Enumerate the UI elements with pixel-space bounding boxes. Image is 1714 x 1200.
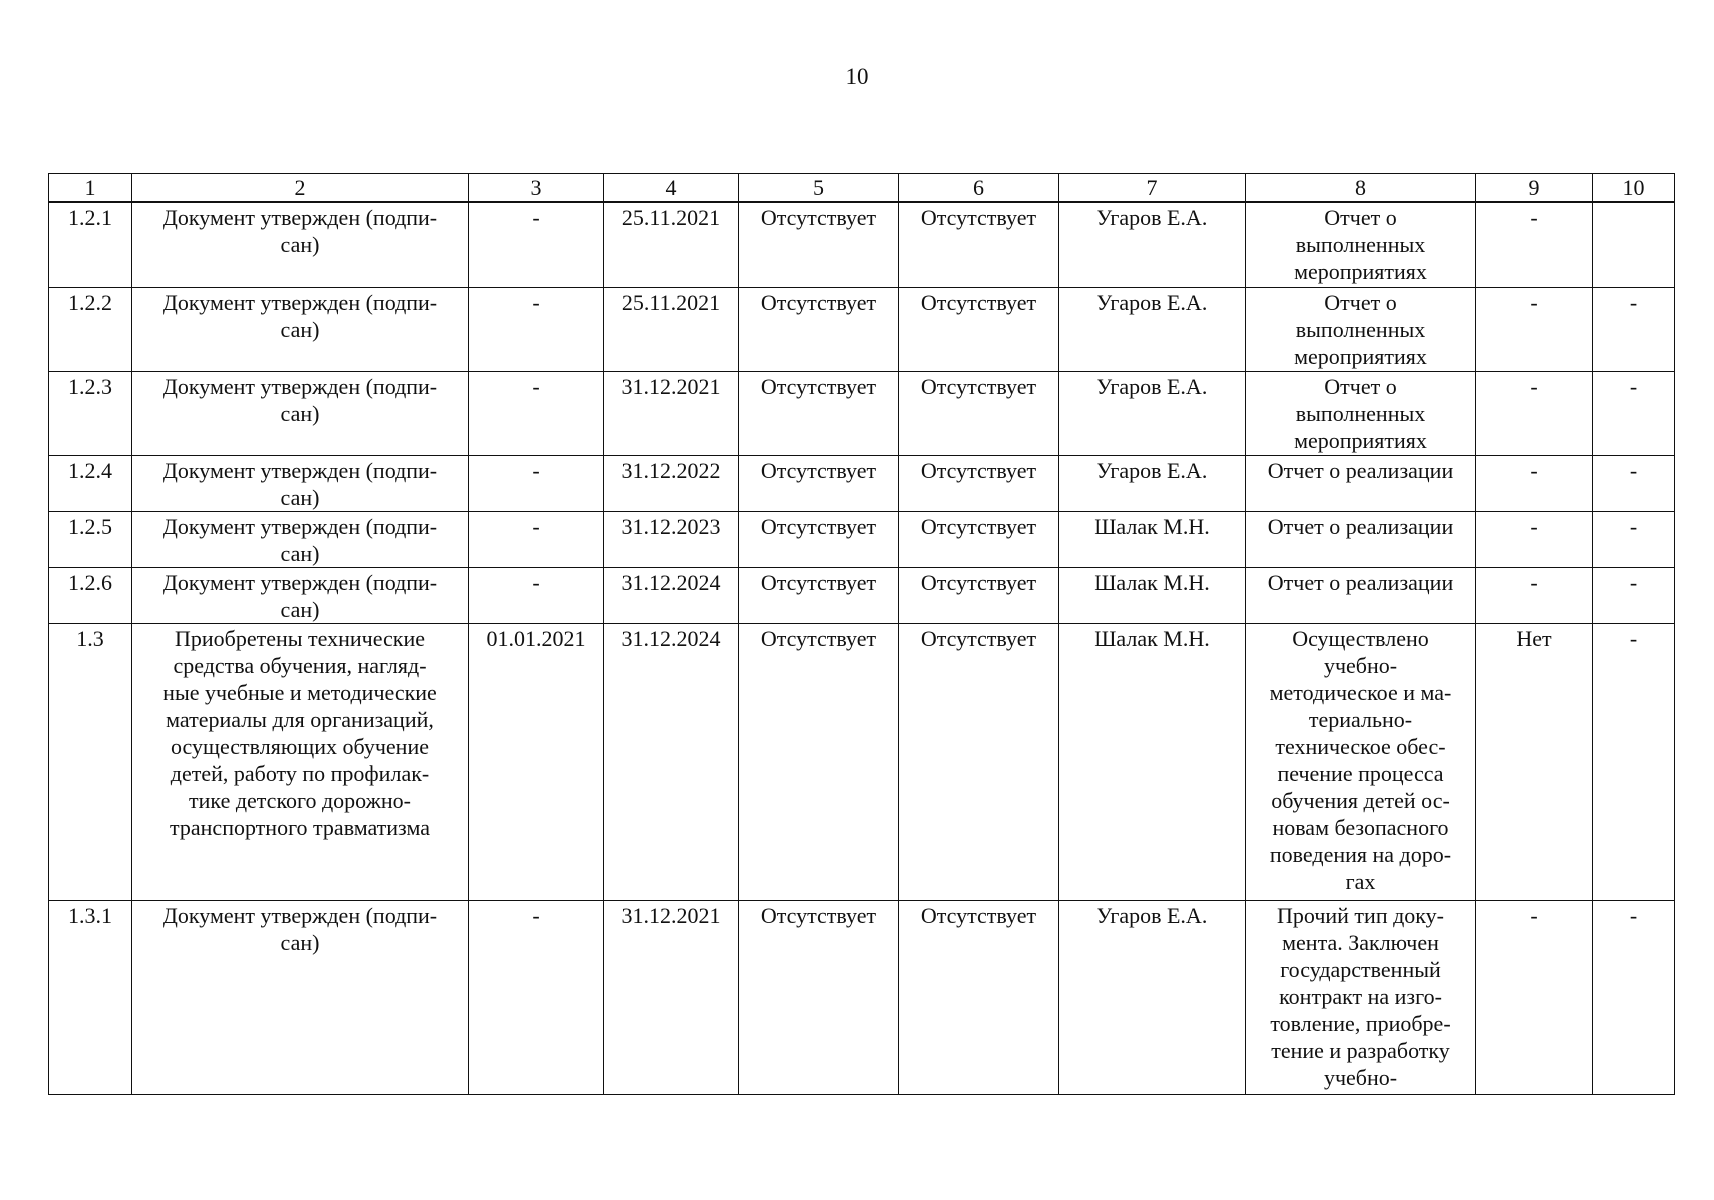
column-10-value: - <box>1593 567 1675 623</box>
column-6-value: Отсутствует <box>899 567 1059 623</box>
column-header: 6 <box>899 174 1059 203</box>
column-9-value: - <box>1476 567 1593 623</box>
table-row <box>49 455 1675 511</box>
start-date: - <box>469 511 604 567</box>
page-number: 10 <box>845 64 869 89</box>
end-date: 31.12.2024 <box>604 567 739 623</box>
column-10-value: - <box>1593 455 1675 511</box>
end-date: 31.12.2022 <box>604 455 739 511</box>
table-row <box>49 623 1675 900</box>
column-5-value: Отсутствует <box>739 371 899 455</box>
responsible-person: Угаров Е.А. <box>1059 287 1246 371</box>
column-header: 8 <box>1246 174 1476 203</box>
column-header: 9 <box>1476 174 1593 203</box>
column-header: 3 <box>469 174 604 203</box>
column-5-value: Отсутствует <box>739 287 899 371</box>
responsible-person: Угаров Е.А. <box>1059 371 1246 455</box>
column-5-value: Отсутствует <box>739 455 899 511</box>
document-type: Отчет о реализации <box>1246 567 1476 623</box>
end-date: 25.11.2021 <box>604 287 739 371</box>
start-date: - <box>469 567 604 623</box>
table-row <box>49 287 1675 371</box>
column-10-value: - <box>1593 623 1675 900</box>
end-date: 25.11.2021 <box>604 202 739 287</box>
column-10-value: - <box>1593 287 1675 371</box>
column-10-value: - <box>1593 900 1675 1094</box>
row-number: 1.2.5 <box>49 511 132 567</box>
result-description: Документ утвержден (подпи- сан) <box>132 455 469 511</box>
data-table <box>48 173 1675 1095</box>
result-description: Документ утвержден (подпи- сан) <box>132 567 469 623</box>
end-date: 31.12.2021 <box>604 900 739 1094</box>
column-10-value: - <box>1593 371 1675 455</box>
row-number: 1.2.4 <box>49 455 132 511</box>
responsible-person: Шалак М.Н. <box>1059 567 1246 623</box>
responsible-person: Шалак М.Н. <box>1059 511 1246 567</box>
document-type: Отчет о выполненных мероприятиях <box>1246 202 1476 287</box>
document-type: Прочий тип доку- мента. Заключен государственный контракт на изго- товление, приобре- тение и разработку учебно- <box>1246 900 1476 1094</box>
row-number: 1.2.1 <box>49 202 132 287</box>
column-9-value: - <box>1476 511 1593 567</box>
start-date: - <box>469 455 604 511</box>
end-date: 31.12.2023 <box>604 511 739 567</box>
column-5-value: Отсутствует <box>739 511 899 567</box>
column-header: 1 <box>49 174 132 203</box>
document-type: Отчет о выполненных мероприятиях <box>1246 287 1476 371</box>
column-6-value: Отсутствует <box>899 287 1059 371</box>
start-date: - <box>469 202 604 287</box>
column-header: 4 <box>604 174 739 203</box>
result-description: Документ утвержден (подпи- сан) <box>132 900 469 1094</box>
column-9-value: - <box>1476 371 1593 455</box>
column-10-value <box>1593 202 1675 287</box>
column-6-value: Отсутствует <box>899 900 1059 1094</box>
column-10-value: - <box>1593 511 1675 567</box>
column-6-value: Отсутствует <box>899 371 1059 455</box>
start-date: - <box>469 900 604 1094</box>
document-type: Отчет о реализации <box>1246 511 1476 567</box>
result-description: Документ утвержден (подпи- сан) <box>132 202 469 287</box>
column-header: 7 <box>1059 174 1246 203</box>
result-description: Документ утвержден (подпи- сан) <box>132 511 469 567</box>
column-header: 5 <box>739 174 899 203</box>
column-9-value: - <box>1476 455 1593 511</box>
responsible-person: Шалак М.Н. <box>1059 623 1246 900</box>
table-row <box>49 371 1675 455</box>
document-type: Отчет о реализации <box>1246 455 1476 511</box>
column-6-value: Отсутствует <box>899 455 1059 511</box>
responsible-person: Угаров Е.А. <box>1059 455 1246 511</box>
column-5-value: Отсутствует <box>739 900 899 1094</box>
row-number: 1.3 <box>49 623 132 900</box>
column-header: 2 <box>132 174 469 203</box>
column-9-value: - <box>1476 900 1593 1094</box>
row-number: 1.2.2 <box>49 287 132 371</box>
end-date: 31.12.2021 <box>604 371 739 455</box>
table-row <box>49 202 1675 287</box>
table-row <box>49 567 1675 623</box>
column-6-value: Отсутствует <box>899 623 1059 900</box>
row-number: 1.2.3 <box>49 371 132 455</box>
table-row <box>49 900 1675 1094</box>
document-type: Отчет о выполненных мероприятиях <box>1246 371 1476 455</box>
document-type: Осуществлено учебно- методическое и ма- териально- техническое обес- печение процесса обучения детей ос- новам безопасного поведения на доро- гах <box>1246 623 1476 900</box>
responsible-person: Угаров Е.А. <box>1059 202 1246 287</box>
header-row <box>49 174 1675 203</box>
result-description: Приобретены технические средства обучения, нагляд- ные учебные и методические материалы для организаций, осуществляющих обучение детей, работу по профилак- тике детского дорожно- транспортного травматизма <box>132 623 469 900</box>
column-5-value: Отсутствует <box>739 202 899 287</box>
start-date: 01.01.2021 <box>469 623 604 900</box>
column-5-value: Отсутствует <box>739 623 899 900</box>
responsible-person: Угаров Е.А. <box>1059 900 1246 1094</box>
start-date: - <box>469 371 604 455</box>
column-6-value: Отсутствует <box>899 511 1059 567</box>
start-date: - <box>469 287 604 371</box>
row-number: 1.3.1 <box>49 900 132 1094</box>
column-5-value: Отсутствует <box>739 567 899 623</box>
column-9-value: - <box>1476 202 1593 287</box>
column-6-value: Отсутствует <box>899 202 1059 287</box>
column-9-value: Нет <box>1476 623 1593 900</box>
column-header: 10 <box>1593 174 1675 203</box>
column-9-value: - <box>1476 287 1593 371</box>
result-description: Документ утвержден (подпи- сан) <box>132 371 469 455</box>
result-description: Документ утвержден (подпи- сан) <box>132 287 469 371</box>
row-number: 1.2.6 <box>49 567 132 623</box>
table-row <box>49 511 1675 567</box>
end-date: 31.12.2024 <box>604 623 739 900</box>
